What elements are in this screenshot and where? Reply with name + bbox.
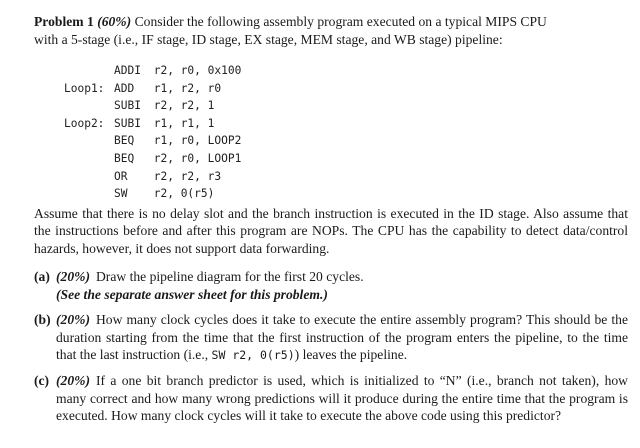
- problem-intro-line2: with a 5-stage (i.e., IF stage, ID stage, EX stage, MEM stage, and WB stage) pipeline:: [34, 32, 503, 47]
- code-args: r2, 0(r5): [153, 187, 215, 201]
- question-letter: (c): [34, 373, 50, 388]
- code-opcode: BEQ: [114, 151, 135, 165]
- code-args: r2, r0, LOOP1: [153, 151, 242, 165]
- code-line: [64, 62, 241, 80]
- code-line: [64, 150, 241, 168]
- code-args: r2, r2, 1: [153, 99, 215, 113]
- question-weight: (20%): [56, 312, 90, 327]
- question-text: How many clock cycles does it take to execute the entire assembly program? This should be the duration starting from the time that the first instruction of the program enters the pipeline, to the time that the last instruction (i.e.,: [56, 312, 628, 363]
- code-line: [64, 115, 241, 133]
- code-opcode: SUBI: [114, 116, 141, 130]
- code-opcode: SW: [114, 187, 128, 201]
- code-args: r1, r2, r0: [153, 81, 222, 95]
- problem-number: Problem 1: [34, 14, 94, 29]
- assembly-code-block: [64, 62, 241, 203]
- question-code-ref: SW r2, 0(r5): [211, 348, 295, 363]
- question-c: [34, 372, 628, 425]
- code-line: [64, 132, 241, 150]
- question-letter: (a): [34, 269, 50, 284]
- question-text-end: ) leaves the pipeline.: [294, 347, 408, 363]
- question-weight: (20%): [56, 269, 90, 284]
- question-letter: (b): [34, 312, 51, 327]
- question-note: (See the separate answer sheet for this problem.): [56, 286, 328, 302]
- code-args: r1, r1, 1: [153, 116, 215, 130]
- code-line: [64, 168, 241, 186]
- code-label: Loop2:: [64, 116, 105, 130]
- code-line: [64, 185, 241, 203]
- problem-weight: (60%): [97, 14, 132, 29]
- code-opcode: ADD: [114, 81, 135, 95]
- code-opcode: OR: [114, 169, 128, 183]
- question-text: If a one bit branch predictor is used, which is initialized to “N” (i.e., branch not taken), how many correct and how many wrong predictions will it produce during the entire time that the program is executed. How many clock cycles will it take to execute the above code using this predictor?: [56, 373, 628, 424]
- assumption-paragraph: Assume that there is no delay slot and the branch instruction is executed in the ID stage. Also assume that the instructions before and after this program are NOPs. The CPU has the capability to detect data/control hazards, however, it does not support data forwarding.: [34, 206, 628, 256]
- question-a: [34, 268, 628, 303]
- code-args: r2, r2, r3: [153, 169, 222, 183]
- code-args: r2, r0, 0x100: [153, 64, 242, 77]
- code-line: [64, 80, 241, 98]
- code-opcode: BEQ: [114, 134, 135, 148]
- code-opcode: SUBI: [114, 99, 141, 113]
- problem-header: [34, 13, 624, 49]
- question-b: [34, 311, 628, 365]
- problem-intro-line1: Consider the following assembly program executed on a typical MIPS CPU: [134, 14, 547, 29]
- code-opcode: ADDI: [114, 64, 141, 77]
- question-text: Draw the pipeline diagram for the first 20 cycles.: [95, 269, 364, 284]
- question-weight: (20%): [56, 373, 90, 388]
- code-args: r1, r0, LOOP2: [153, 134, 242, 148]
- code-line: [64, 97, 241, 115]
- code-label: Loop1:: [64, 81, 105, 95]
